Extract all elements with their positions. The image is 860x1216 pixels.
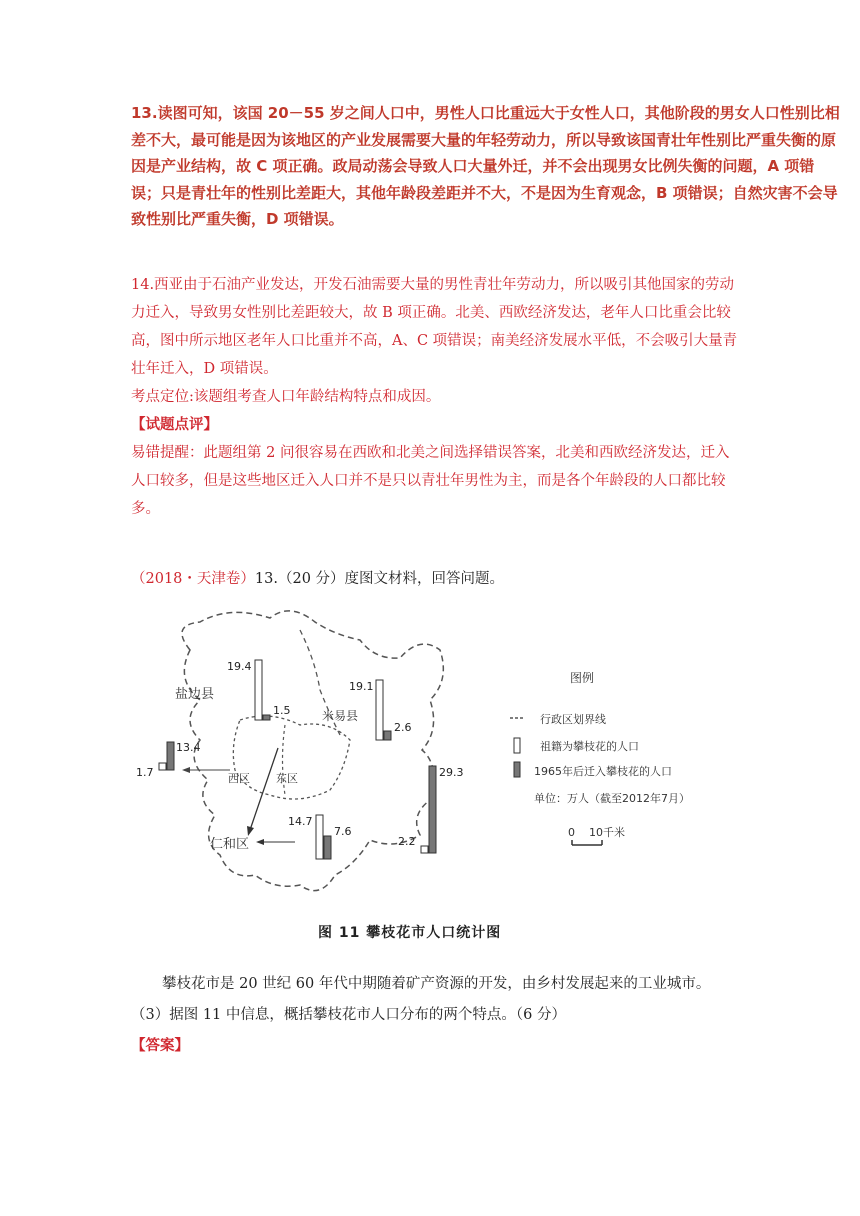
bar-xiqu-native [159, 763, 166, 770]
label-dongqu-mig: 29.3 [439, 766, 464, 779]
bars-xiqu [136, 741, 201, 779]
answer-heading: 【答案】 [131, 1037, 189, 1054]
district-xiqu: 西区 [228, 772, 250, 785]
label-xiqu-mig: 13.4 [176, 741, 201, 754]
source-tag: （2018・天津卷） [131, 571, 255, 587]
legend-swatch-native [514, 738, 520, 753]
legend-title: 图例 [570, 671, 595, 685]
explanation-14-body: 14.西亚由于石油产业发达，开发石油需要大量的男性青壮年劳动力，所以吸引其他国家的劳动力迁入，导致男女性别比差距较大，故 B 项正确。北美、西欧经济发达，老年人口比重会比较高，图中所示地区老年人口比重并不高，A、C 项错误；南美经济发展水平低，不会吸引大量青壮年迁入，D 项错误。 [131, 277, 738, 377]
bar-renhe-native [316, 815, 323, 859]
bar-xiqu-mig [167, 742, 174, 770]
bar-miyi-mig [384, 731, 391, 740]
map-legend [510, 670, 690, 845]
explanation-13: 13.读图可知，该国 20－55 岁之间人口中，男性人口比重远大于女性人口，其他阶段的男女人口性别比相差不大，最可能是因为该地区的产业发展需要大量的年轻劳动力，所以导致该国青壮年性别比严重失衡的原因是产业结构，故 C 项正确。政局动荡会导致人口大量外迁，并不会出现男女比例失衡的问题，A 项错误；只是青壮年的性别比差距大，其他年龄段差距并不大，不是因为生育观念，B 项错误；自然灾害不会导致性别比严重失衡，D 项错误。 [131, 104, 840, 229]
scale-label: 0 10千米 [568, 826, 625, 839]
bar-renhe-mig [324, 836, 331, 859]
arrow-renhe [250, 748, 278, 830]
arrow-renhe-head [247, 826, 254, 836]
arrow-renhe-2-head [256, 839, 264, 845]
bars-yanbian [227, 660, 291, 720]
legend-mig: 1965年后迁入攀枝花的人口 [534, 765, 672, 778]
district-yanbian: 盐边县 [175, 687, 215, 702]
label-dongqu-native: 2.2 [398, 835, 416, 848]
label-xiqu-native: 1.7 [136, 766, 154, 779]
label-miyi-mig: 2.6 [394, 721, 412, 734]
population-map [130, 600, 690, 900]
bar-miyi-native [376, 680, 383, 740]
bars-renhe [288, 815, 352, 859]
legend-boundary: 行政区划界线 [540, 713, 606, 726]
figure-caption: 图 11 攀枝花市人口统计图 [318, 925, 502, 941]
source-text: 13.（20 分）度图文材料，回答问题。 [254, 571, 505, 587]
label-renhe-mig: 7.6 [334, 825, 352, 838]
question-3: （3）据图 11 中信息，概括攀枝花市人口分布的两个特点。（6 分） [131, 1007, 566, 1023]
intro-text: 攀枝花市是 20 世纪 60 年代中期随着矿产资源的开发，由乡村发展起来的工业城市。 [162, 976, 711, 992]
yicuo-note: 易错提醒：此题组第 2 问很容易在西欧和北美之间选择错误答案，北美和西欧经济发达，迁入人口较多，但是这些地区迁入人口并不是只以青壮年男性为主，而是各个年龄段的人口都比较多。 [131, 445, 730, 517]
legend-unit: 单位：万人（截至2012年7月） [534, 792, 690, 805]
label-yanbian-mig: 1.5 [273, 704, 291, 717]
label-renhe-native: 14.7 [288, 815, 313, 828]
explanation-14 [131, 271, 741, 523]
district-line-2 [233, 716, 350, 799]
district-miyi: 米易县 [322, 709, 359, 723]
district-renhe: 仁和区 [210, 837, 250, 852]
district-dongqu: 东区 [276, 772, 298, 785]
question-source [131, 567, 504, 588]
legend-swatch-mig [514, 762, 520, 777]
dianping-heading: 【试题点评】 [131, 416, 218, 433]
kaodian-line: 考点定位:该题组考查人口年龄结构特点和成因。 [131, 389, 441, 405]
bars-dongqu [398, 766, 464, 853]
bar-dongqu-native [421, 846, 428, 853]
bar-dongqu-mig [429, 766, 436, 853]
label-yanbian-native: 19.4 [227, 660, 252, 673]
legend-native: 祖籍为攀枝花的人口 [540, 740, 639, 753]
bar-yanbian-mig [263, 715, 270, 720]
label-miyi-native: 19.1 [349, 680, 374, 693]
bars-miyi [349, 680, 412, 740]
bar-yanbian-native [255, 660, 262, 720]
arrow-xiqu-head [182, 767, 190, 773]
